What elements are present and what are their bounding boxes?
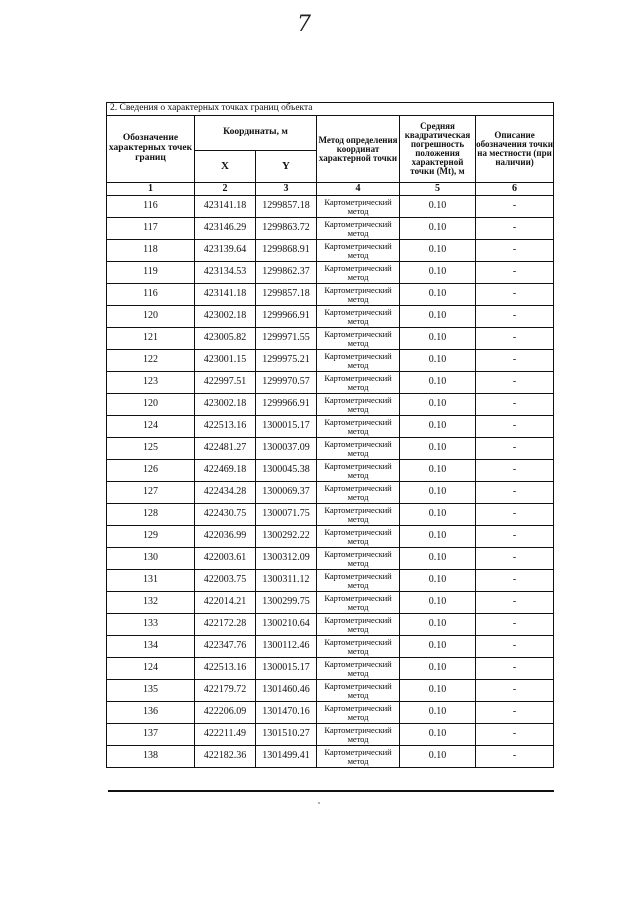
cell-y: 1301499.41 [256, 746, 317, 768]
cell-point: 124 [107, 658, 195, 680]
cell-description: - [476, 372, 554, 394]
cell-y: 1301460.46 [256, 680, 317, 702]
cell-error: 0.10 [400, 592, 476, 614]
cell-description: - [476, 526, 554, 548]
cell-y: 1300299.75 [256, 592, 317, 614]
cell-x: 422003.75 [195, 570, 256, 592]
cell-y: 1299868.91 [256, 240, 317, 262]
table-row [107, 526, 554, 548]
cell-point: 131 [107, 570, 195, 592]
table-row [107, 284, 554, 306]
cell-point: 124 [107, 416, 195, 438]
cell-x: 422513.16 [195, 416, 256, 438]
boundary-points-table [106, 102, 554, 768]
bottom-rule [108, 790, 554, 792]
cell-method: Картометрический метод [317, 636, 400, 658]
cell-x: 422434.28 [195, 482, 256, 504]
table-row [107, 262, 554, 284]
cell-description: - [476, 570, 554, 592]
cell-error: 0.10 [400, 196, 476, 218]
cell-description: - [476, 460, 554, 482]
cell-y: 1300045.38 [256, 460, 317, 482]
cell-x: 422481.27 [195, 438, 256, 460]
cell-description: - [476, 548, 554, 570]
cell-x: 422469.18 [195, 460, 256, 482]
cell-y: 1299971.55 [256, 328, 317, 350]
cell-method: Картометрический метод [317, 372, 400, 394]
table-row [107, 240, 554, 262]
page-number: 7 [297, 12, 311, 37]
table-row [107, 350, 554, 372]
cell-method: Картометрический метод [317, 724, 400, 746]
cell-description: - [476, 658, 554, 680]
cell-x: 422182.36 [195, 746, 256, 768]
cell-error: 0.10 [400, 680, 476, 702]
cell-error: 0.10 [400, 306, 476, 328]
cell-method: Картометрический метод [317, 504, 400, 526]
cell-point: 122 [107, 350, 195, 372]
column-number: 3 [256, 183, 317, 196]
cell-point: 133 [107, 614, 195, 636]
table-row [107, 504, 554, 526]
cell-y: 1299862.37 [256, 262, 317, 284]
cell-x: 422179.72 [195, 680, 256, 702]
table-row [107, 570, 554, 592]
cell-x: 423146.29 [195, 218, 256, 240]
cell-description: - [476, 416, 554, 438]
cell-error: 0.10 [400, 328, 476, 350]
cell-error: 0.10 [400, 394, 476, 416]
table-row [107, 460, 554, 482]
header-row [107, 116, 554, 151]
table-row [107, 416, 554, 438]
cell-y: 1300037.09 [256, 438, 317, 460]
cell-error: 0.10 [400, 372, 476, 394]
cell-method: Картометрический метод [317, 702, 400, 724]
cell-method: Картометрический метод [317, 240, 400, 262]
cell-error: 0.10 [400, 548, 476, 570]
cell-point: 135 [107, 680, 195, 702]
cell-point: 120 [107, 394, 195, 416]
header-coordinates: Координаты, м [195, 116, 317, 151]
table-row [107, 746, 554, 768]
cell-error: 0.10 [400, 504, 476, 526]
cell-point: 121 [107, 328, 195, 350]
table-row [107, 614, 554, 636]
column-number: 2 [195, 183, 256, 196]
cell-error: 0.10 [400, 460, 476, 482]
cell-point: 136 [107, 702, 195, 724]
cell-x: 422513.16 [195, 658, 256, 680]
table-row [107, 636, 554, 658]
cell-description: - [476, 724, 554, 746]
cell-method: Картометрический метод [317, 614, 400, 636]
column-number: 1 [107, 183, 195, 196]
section-title: 2. Сведения о характерных точках границ объекта [107, 103, 554, 116]
cell-method: Картометрический метод [317, 746, 400, 768]
cell-y: 1299966.91 [256, 394, 317, 416]
scan-speck [318, 802, 320, 804]
cell-error: 0.10 [400, 284, 476, 306]
cell-point: 130 [107, 548, 195, 570]
cell-method: Картометрический метод [317, 460, 400, 482]
cell-point: 128 [107, 504, 195, 526]
cell-error: 0.10 [400, 482, 476, 504]
cell-y: 1299857.18 [256, 196, 317, 218]
cell-y: 1299857.18 [256, 284, 317, 306]
cell-y: 1299970.57 [256, 372, 317, 394]
column-number: 5 [400, 183, 476, 196]
table-row [107, 724, 554, 746]
cell-error: 0.10 [400, 570, 476, 592]
cell-method: Картометрический метод [317, 394, 400, 416]
cell-x: 422014.21 [195, 592, 256, 614]
cell-error: 0.10 [400, 526, 476, 548]
header-description: Описание обозначения точки на местности (при наличии) [476, 116, 554, 183]
cell-method: Картометрический метод [317, 284, 400, 306]
cell-point: 137 [107, 724, 195, 746]
table-row [107, 394, 554, 416]
table-body [107, 196, 554, 768]
cell-y: 1301510.27 [256, 724, 317, 746]
cell-point: 119 [107, 262, 195, 284]
cell-description: - [476, 680, 554, 702]
cell-error: 0.10 [400, 636, 476, 658]
cell-description: - [476, 196, 554, 218]
cell-point: 125 [107, 438, 195, 460]
table-row [107, 438, 554, 460]
cell-method: Картометрический метод [317, 592, 400, 614]
cell-y: 1299966.91 [256, 306, 317, 328]
header-x: X [195, 151, 256, 183]
cell-method: Картометрический метод [317, 328, 400, 350]
cell-description: - [476, 328, 554, 350]
cell-description: - [476, 240, 554, 262]
table-row [107, 196, 554, 218]
cell-error: 0.10 [400, 658, 476, 680]
cell-x: 423002.18 [195, 306, 256, 328]
cell-error: 0.10 [400, 218, 476, 240]
cell-y: 1299863.72 [256, 218, 317, 240]
cell-method: Картометрический метод [317, 262, 400, 284]
cell-point: 118 [107, 240, 195, 262]
cell-method: Картометрический метод [317, 680, 400, 702]
cell-description: - [476, 746, 554, 768]
cell-point: 123 [107, 372, 195, 394]
table-row [107, 680, 554, 702]
cell-error: 0.10 [400, 240, 476, 262]
cell-description: - [476, 636, 554, 658]
cell-error: 0.10 [400, 746, 476, 768]
cell-x: 422430.75 [195, 504, 256, 526]
table-row [107, 702, 554, 724]
cell-x: 423139.64 [195, 240, 256, 262]
cell-method: Картометрический метод [317, 548, 400, 570]
cell-description: - [476, 482, 554, 504]
section-title-row [107, 103, 554, 116]
cell-x: 422036.99 [195, 526, 256, 548]
table-row [107, 328, 554, 350]
cell-description: - [476, 394, 554, 416]
cell-description: - [476, 218, 554, 240]
cell-description: - [476, 614, 554, 636]
cell-y: 1299975.21 [256, 350, 317, 372]
cell-point: 132 [107, 592, 195, 614]
cell-method: Картометрический метод [317, 482, 400, 504]
header-error: Средняя квадратическая погрешность положения характерной точки (Mt), м [400, 116, 476, 183]
cell-y: 1300015.17 [256, 658, 317, 680]
table-row [107, 592, 554, 614]
cell-description: - [476, 438, 554, 460]
cell-error: 0.10 [400, 614, 476, 636]
cell-x: 422997.51 [195, 372, 256, 394]
cell-method: Картометрический метод [317, 218, 400, 240]
table-row [107, 306, 554, 328]
column-number: 6 [476, 183, 554, 196]
cell-x: 422206.09 [195, 702, 256, 724]
table-row [107, 218, 554, 240]
cell-error: 0.10 [400, 724, 476, 746]
cell-method: Картометрический метод [317, 438, 400, 460]
cell-x: 423134.53 [195, 262, 256, 284]
table-row [107, 658, 554, 680]
cell-x: 423141.18 [195, 196, 256, 218]
cell-error: 0.10 [400, 416, 476, 438]
cell-point: 138 [107, 746, 195, 768]
column-number: 4 [317, 183, 400, 196]
cell-description: - [476, 306, 554, 328]
cell-y: 1300112.46 [256, 636, 317, 658]
cell-x: 423141.18 [195, 284, 256, 306]
header-method: Метод определения координат характерной точки [317, 116, 400, 183]
cell-error: 0.10 [400, 702, 476, 724]
cell-method: Картометрический метод [317, 570, 400, 592]
cell-y: 1300311.12 [256, 570, 317, 592]
cell-method: Картометрический метод [317, 350, 400, 372]
cell-x: 422003.61 [195, 548, 256, 570]
cell-point: 116 [107, 196, 195, 218]
cell-method: Картометрический метод [317, 196, 400, 218]
cell-point: 134 [107, 636, 195, 658]
cell-y: 1300292.22 [256, 526, 317, 548]
cell-point: 120 [107, 306, 195, 328]
cell-x: 422172.28 [195, 614, 256, 636]
table-row [107, 548, 554, 570]
cell-description: - [476, 262, 554, 284]
cell-point: 127 [107, 482, 195, 504]
cell-error: 0.10 [400, 438, 476, 460]
header-y: Y [256, 151, 317, 183]
cell-x: 423001.15 [195, 350, 256, 372]
cell-error: 0.10 [400, 350, 476, 372]
cell-y: 1301470.16 [256, 702, 317, 724]
cell-description: - [476, 350, 554, 372]
cell-description: - [476, 592, 554, 614]
table-row [107, 482, 554, 504]
cell-y: 1300210.64 [256, 614, 317, 636]
cell-y: 1300015.17 [256, 416, 317, 438]
cell-x: 422211.49 [195, 724, 256, 746]
cell-point: 116 [107, 284, 195, 306]
cell-x: 422347.76 [195, 636, 256, 658]
cell-method: Картометрический метод [317, 526, 400, 548]
cell-x: 423005.82 [195, 328, 256, 350]
header-designation: Обозначение характерных точек границ [107, 116, 195, 183]
cell-description: - [476, 284, 554, 306]
cell-description: - [476, 702, 554, 724]
cell-method: Картометрический метод [317, 416, 400, 438]
cell-y: 1300312.09 [256, 548, 317, 570]
cell-y: 1300071.75 [256, 504, 317, 526]
cell-description: - [476, 504, 554, 526]
column-number-row [107, 183, 554, 196]
cell-point: 117 [107, 218, 195, 240]
cell-method: Картометрический метод [317, 658, 400, 680]
cell-x: 423002.18 [195, 394, 256, 416]
cell-point: 129 [107, 526, 195, 548]
cell-y: 1300069.37 [256, 482, 317, 504]
table-row [107, 372, 554, 394]
cell-point: 126 [107, 460, 195, 482]
cell-error: 0.10 [400, 262, 476, 284]
cell-method: Картометрический метод [317, 306, 400, 328]
